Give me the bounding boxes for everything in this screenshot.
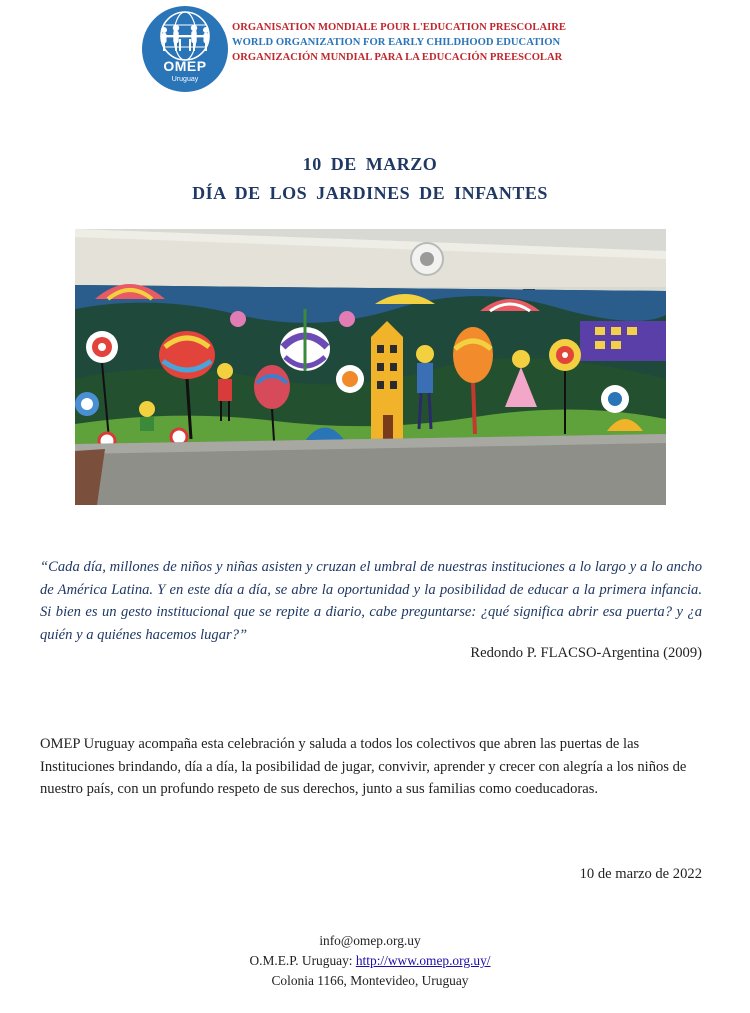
title-occasion: DÍA DE LOS JARDINES DE INFANTES	[192, 183, 548, 203]
footer-email: info@omep.org.uy	[319, 933, 421, 948]
logo-country: Uruguay	[171, 76, 199, 83]
body-paragraph: OMEP Uruguay acompaña esta celebración y saluda a todos los colectivos que abren las puertas de las Instituciones brindando, día a día, la posibilidad de jugar, convivir, aprender y crecer con alegría a los niños de nuestro país, con un profundo respeto de sus derechos, junto a sus familias como coeducadoras.	[40, 736, 687, 797]
footer-website-line	[0, 951, 740, 971]
organization-names	[232, 20, 592, 65]
title-date: 10 DE MARZO	[302, 154, 438, 174]
website-link[interactable]: http://www.omep.org.uy/	[355, 953, 491, 968]
footer-contact	[0, 931, 740, 991]
mural-illustration	[75, 229, 666, 505]
footer-site-prefix: O.M.E.P. Uruguay:	[249, 953, 356, 968]
org-name-english: WORLD ORGANIZATION FOR EARLY CHILDHOOD EDUCATION	[232, 37, 561, 48]
org-name-french: ORGANISATION MONDIALE POUR L'EDUCATION PRESCOLAIRE	[232, 22, 566, 33]
omep-logo	[142, 6, 228, 92]
quote-text: “Cada día, millones de niños y niñas asisten y cruzan el umbral de nuestras instituciones a lo largo y a lo ancho de América Latina. Y en este día a día, se abre la oportunidad y la posibilidad de educar a la primera infancia. Si bien es un gesto institucional que se repite a diario, cabe preguntarse: ¿qué significa abrir esa puerta? y ¿a quién y a quiénes hacemos lugar?”	[40, 559, 702, 643]
letterhead	[0, 0, 750, 100]
logo-wordmark: OMEP	[163, 58, 207, 74]
org-name-spanish: ORGANIZACIÓN MUNDIAL PARA LA EDUCACIÓN PREESCOLAR	[232, 52, 563, 63]
footer-address: Colonia 1166, Montevideo, Uruguay	[271, 973, 469, 988]
quote-author: Redondo P. FLACSO-Argentina (2009)	[470, 645, 702, 661]
document-date: 10 de marzo de 2022	[579, 866, 702, 882]
page-title	[0, 150, 740, 208]
mural-photo	[75, 229, 666, 505]
